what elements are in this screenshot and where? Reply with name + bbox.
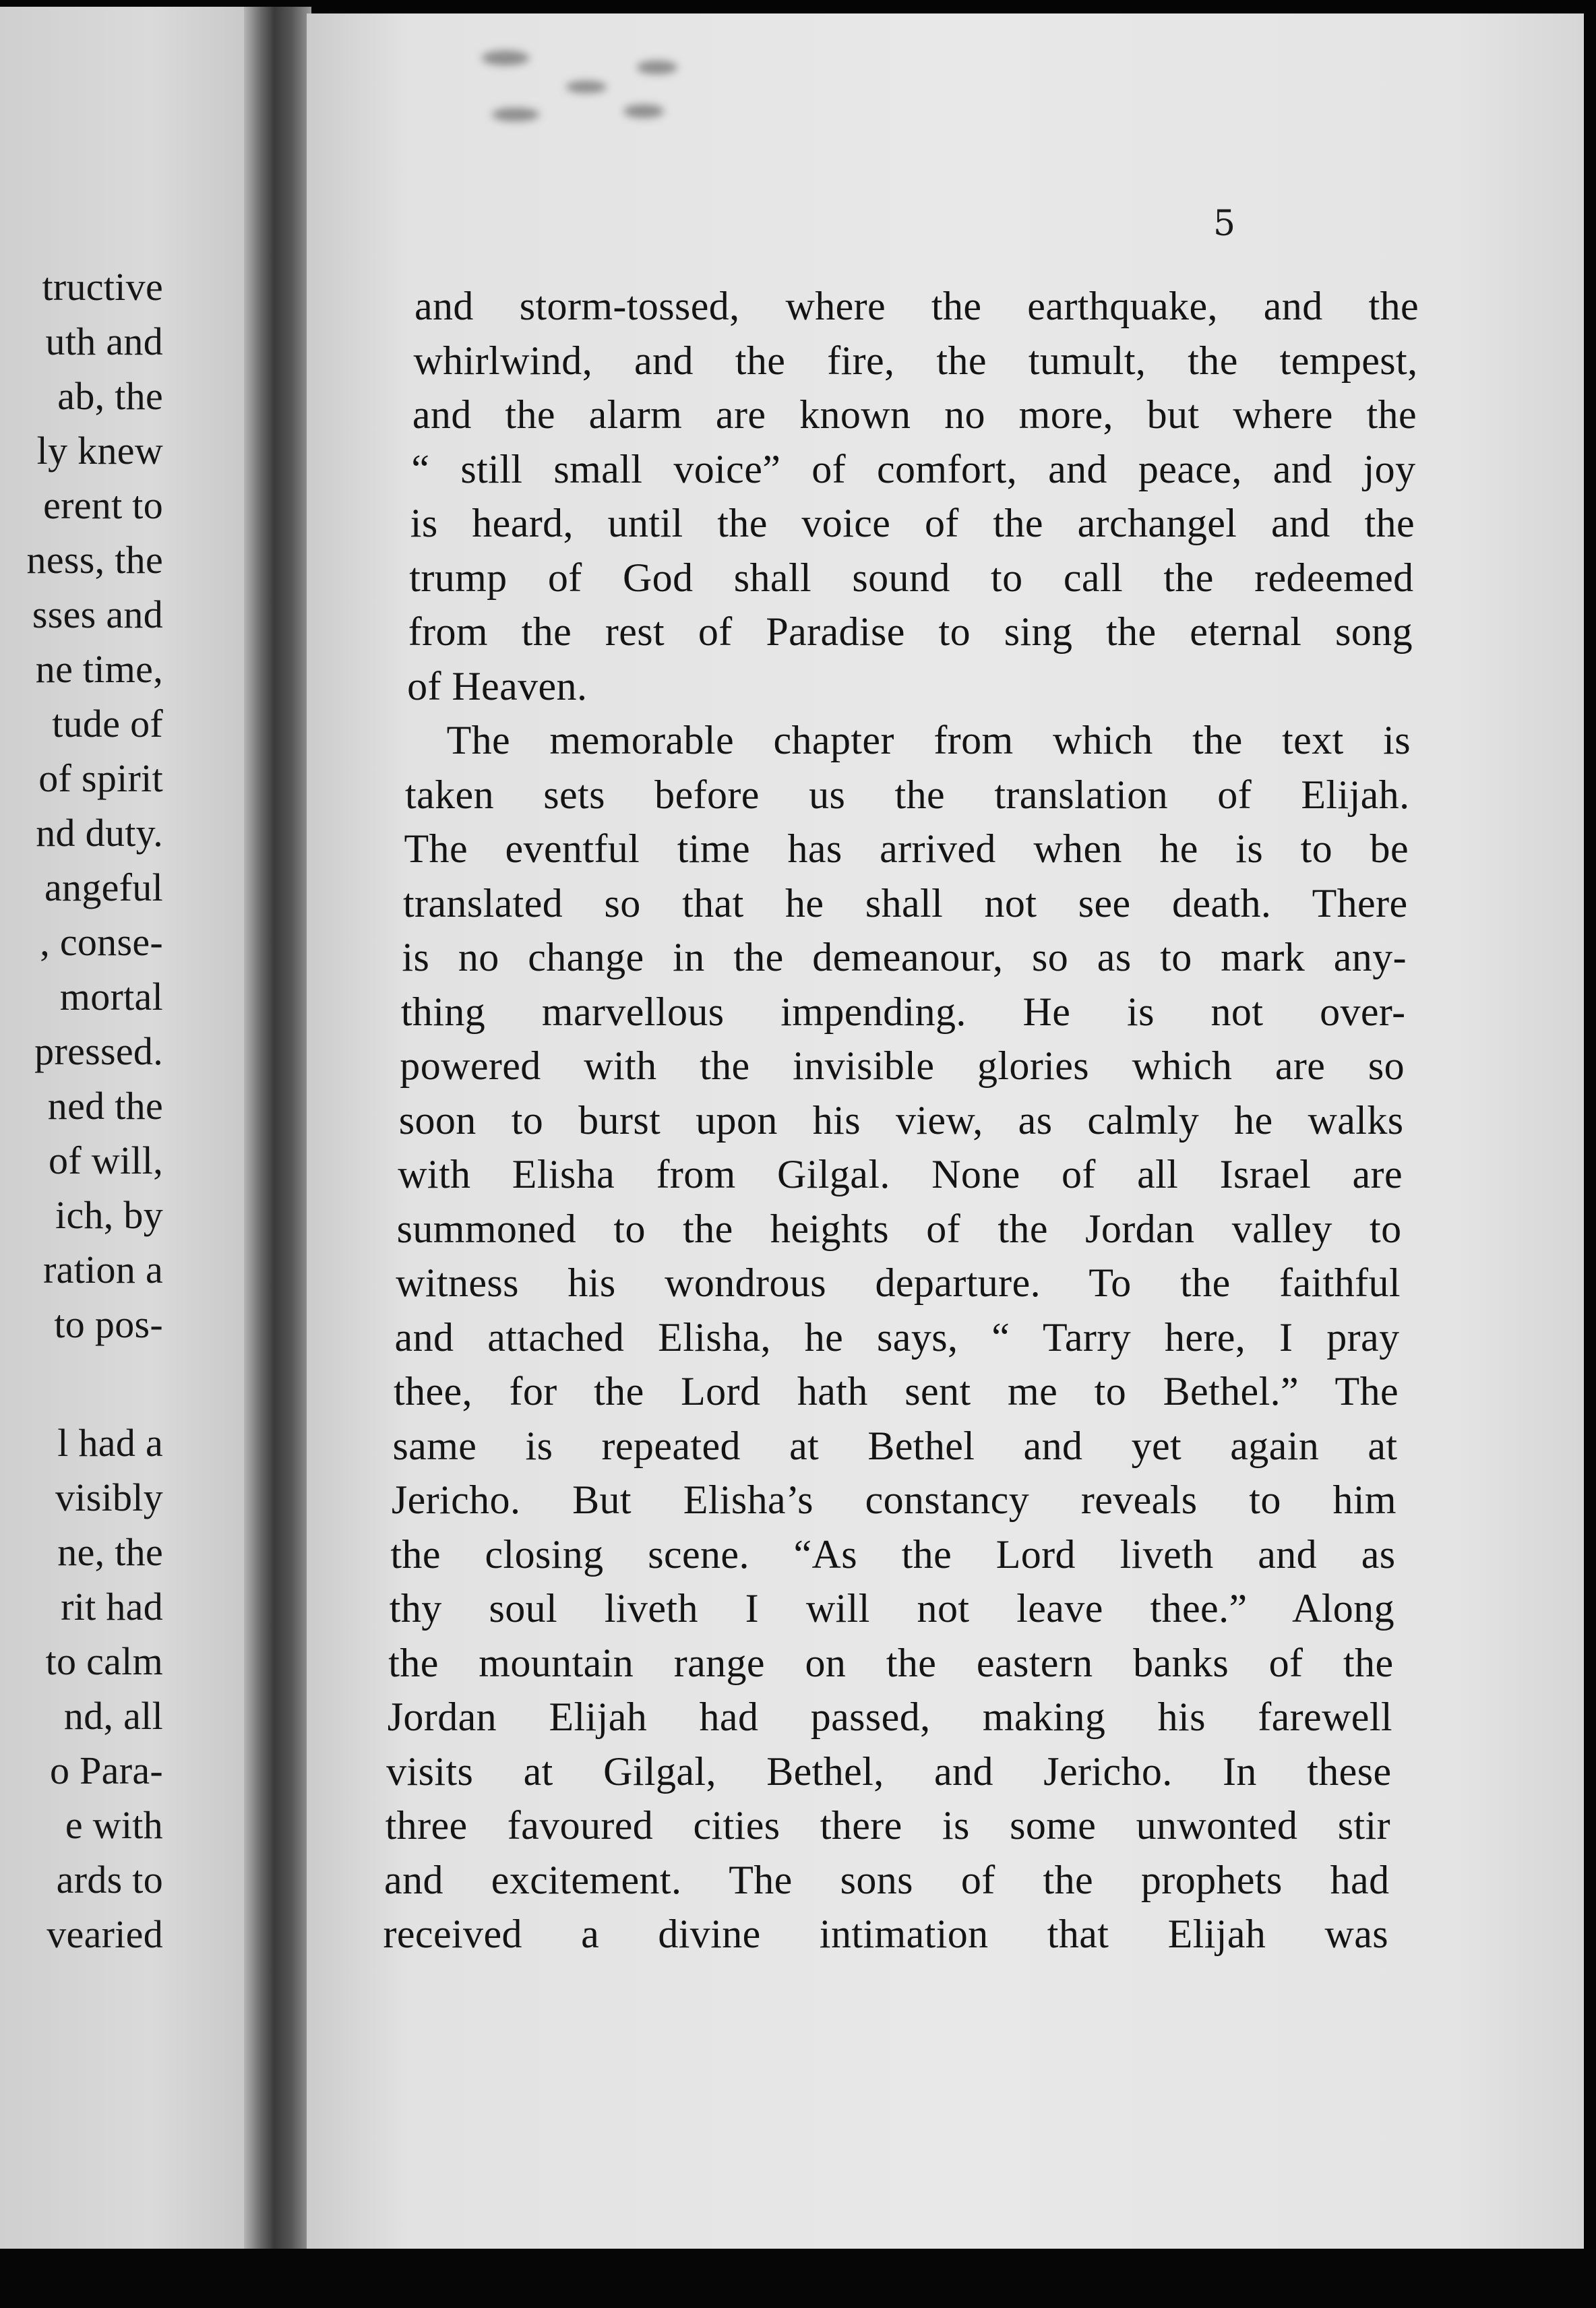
left-page-line: sses and: [32, 593, 163, 636]
scan-right-border: [1584, 0, 1596, 2308]
body-text-line: thee, for the Lord hath sent me to Bethel.” The: [394, 1369, 1399, 1414]
ink-smudge: [482, 51, 529, 65]
body-text-line: thy soul liveth I will not leave thee.” Along: [389, 1586, 1394, 1631]
page-gutter-shadow: [244, 7, 311, 2255]
left-page-line: ich, by: [55, 1193, 163, 1237]
left-page-line: of spirit: [38, 756, 163, 800]
body-text-line: visits at Gilgal, Bethel, and Jericho. In these: [386, 1749, 1392, 1794]
left-page-line: ned the: [47, 1084, 163, 1128]
left-page-line: l had a: [57, 1421, 163, 1465]
body-text-line: with Elisha from Gilgal. None of all Israel are: [398, 1152, 1403, 1196]
body-text-line: taken sets before us the translation of Elijah.: [405, 772, 1410, 817]
page-number: 5: [1213, 204, 1236, 244]
body-text-line: from the rest of Paradise to sing the eternal song: [408, 609, 1413, 654]
left-page-line: visibly: [55, 1476, 163, 1519]
body-text-line: summoned to the heights of the Jordan valley to: [396, 1206, 1402, 1251]
left-page-line: pressed.: [34, 1029, 163, 1073]
body-text-line: is heard, until the voice of the archangel and the: [410, 501, 1415, 545]
left-page-line: vearied: [47, 1912, 163, 1956]
body-text-line: powered with the invisible glories which are so: [400, 1043, 1405, 1088]
right-page: [307, 13, 1584, 2250]
left-page-line: ness, the: [26, 538, 163, 582]
left-page-line: erent to: [43, 483, 163, 527]
left-page-line: mortal: [59, 975, 163, 1019]
body-text-line: is no change in the demeanour, so as to mark any-: [402, 935, 1407, 979]
left-page-line: of will,: [49, 1138, 163, 1182]
left-page-line: e with: [65, 1803, 163, 1847]
left-page-line: to pos-: [54, 1302, 163, 1346]
body-text-line: Jericho. But Elisha’s constancy reveals to him: [391, 1478, 1396, 1522]
body-text-line: and attached Elisha, he says, “ Tarry here, I pray: [394, 1314, 1400, 1360]
body-text-line: the closing scene. “As the Lord liveth and as: [390, 1531, 1396, 1577]
ink-smudge: [566, 81, 607, 93]
left-page-line: ne time,: [35, 647, 163, 691]
body-text-line: The eventful time has arrived when he is to be: [404, 826, 1409, 871]
body-text-line: and the alarm are known no more, but where the: [412, 392, 1417, 437]
left-page-line: ne, the: [57, 1530, 163, 1574]
left-page-line: tude of: [52, 702, 163, 746]
left-page-line: nd duty.: [36, 811, 163, 855]
body-text-line: of Heaven.: [407, 663, 588, 708]
body-text-line: and storm-tossed, where the earthquake, and the: [415, 284, 1419, 328]
left-facing-page: [0, 7, 251, 2261]
left-page-line: nd, all: [63, 1694, 163, 1738]
left-page-line: , conse-: [40, 920, 163, 964]
body-text-line: and excitement. The sons of the prophets had: [384, 1857, 1390, 1902]
ink-smudge: [492, 108, 539, 121]
body-text-line: trump of God shall sound to call the redeemed: [409, 555, 1414, 600]
scan-bottom-border: [0, 2249, 1596, 2308]
ink-smudge: [623, 104, 664, 118]
left-page-line: o Para-: [50, 1749, 163, 1792]
body-text-line: three favoured cities there is some unwonted stir: [385, 1803, 1390, 1848]
body-text-line: The memorable chapter from which the text is: [446, 718, 1411, 762]
left-page-line: ration a: [43, 1248, 163, 1292]
body-text-line: Jordan Elijah had passed, making his farewell: [387, 1695, 1392, 1739]
left-page-line: ards to: [56, 1858, 163, 1902]
body-text-line: whirlwind, and the fire, the tumult, the tempest,: [413, 338, 1418, 383]
body-text-line: witness his wondrous departure. To the faithful: [396, 1261, 1401, 1305]
body-text-line: received a divine intimation that Elijah was: [383, 1912, 1388, 1956]
body-text-line: soon to burst upon his view, as calmly he walks: [398, 1097, 1404, 1143]
left-page-line: tructive: [42, 265, 163, 309]
body-text-line: thing marvellous impending. He is not over-: [400, 989, 1406, 1034]
left-page-line: angeful: [44, 866, 163, 909]
body-text-line: “ still small voice” of comfort, and peace, and joy: [411, 446, 1416, 491]
left-page-line: ly knew: [36, 429, 163, 473]
left-page-line: ab, the: [57, 374, 163, 418]
left-page-line: rit had: [61, 1585, 163, 1629]
body-text-line: translated so that he shall not see death. There: [402, 880, 1408, 925]
body-text-line: the mountain range on the eastern banks of the: [388, 1640, 1394, 1685]
left-page-line: to calm: [45, 1639, 163, 1683]
body-text-line: same is repeated at Bethel and yet again at: [392, 1423, 1398, 1468]
ink-smudge: [637, 61, 677, 74]
left-page-line: uth and: [45, 320, 163, 363]
